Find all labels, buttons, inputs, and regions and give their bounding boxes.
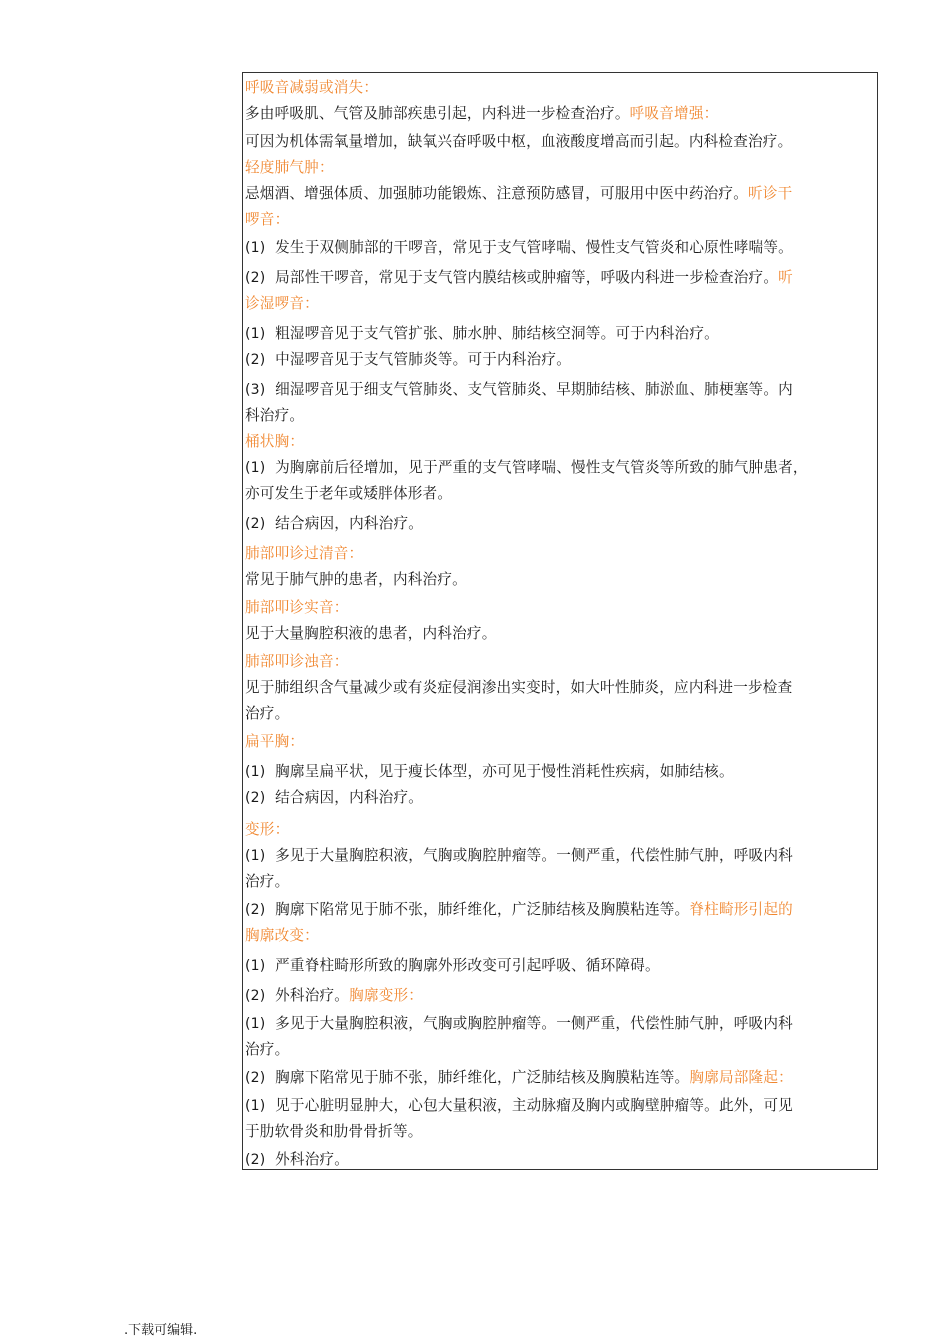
text-line xyxy=(245,1068,793,1088)
list-number: (1) xyxy=(245,764,266,780)
text-line xyxy=(245,788,423,808)
text-span: 为胸廓前后径增加，见于严重的支气管哮喘、慢性支气管炎等所致的肺气肿患者， xyxy=(275,459,808,476)
list-number: (2) xyxy=(245,902,266,918)
text-line: 见于大量胸腔积液的患者，内科治疗。 xyxy=(245,625,497,642)
heading-hyperresonance: 肺部叩诊过清音： xyxy=(245,545,364,562)
text-line xyxy=(245,1014,793,1034)
heading-spinal-deformity: 脊柱畸形引起的 xyxy=(689,901,793,918)
text-line: 治疗。 xyxy=(245,873,290,890)
text-line xyxy=(245,1150,349,1170)
text-line xyxy=(245,846,793,866)
heading-wet-rales-cont: 诊湿啰音： xyxy=(245,295,319,312)
text-line xyxy=(245,900,793,920)
text-line: 于肋软骨炎和肋骨骨折等。 xyxy=(245,1123,423,1140)
list-number: (1) xyxy=(245,326,266,342)
list-number: (2) xyxy=(245,270,266,286)
text-span: 胸廓呈扁平状，见于瘦长体型，亦可见于慢性消耗性疾病，如肺结核。 xyxy=(275,763,734,780)
text-line: 治疗。 xyxy=(245,1041,290,1058)
text-span: 多由呼吸肌、气管及肺部疾患引起，内科进一步检查治疗。 xyxy=(245,105,630,122)
list-number: (1) xyxy=(245,1016,266,1032)
text-span: 忌烟酒、增强体质、加强肺功能锻炼、注意预防感冒，可服用中医中药治疗。 xyxy=(245,185,748,202)
heading-chest-deformity: 胸廓变形： xyxy=(349,987,424,1004)
heading-breath-sound-weak: 呼吸音减弱或消失： xyxy=(245,79,379,96)
list-number: (1) xyxy=(245,1098,266,1114)
heading-dullness: 肺部叩诊浊音： xyxy=(245,653,349,670)
heading-local-bulge: 胸廓局部隆起： xyxy=(689,1069,793,1086)
list-number: (2) xyxy=(245,352,266,368)
text-span: 严重脊柱畸形所致的胸廓外形改变可引起呼吸、循环障碍。 xyxy=(275,957,660,974)
text-line xyxy=(245,184,792,204)
text-line xyxy=(245,104,718,124)
text-span: 多见于大量胸腔积液，气胸或胸腔肿瘤等。一侧严重，代偿性肺气肿，呼吸内科 xyxy=(275,847,793,864)
text-span: 胸廓下陷常见于肺不张，肺纤维化，广泛肺结核及胸膜粘连等。 xyxy=(275,1069,690,1086)
text-span: 外科治疗。 xyxy=(275,987,350,1004)
heading-spinal-deformity-cont: 胸廓改变： xyxy=(245,927,319,944)
list-number: (2) xyxy=(245,1152,266,1168)
list-number: (2) xyxy=(245,988,266,1004)
text-span: 结合病因，内科治疗。 xyxy=(275,789,424,806)
text-span: 粗湿啰音见于支气管扩张、肺水肿、肺结核空洞等。可于内科治疗。 xyxy=(275,325,719,342)
text-line xyxy=(245,762,734,782)
text-line xyxy=(245,268,793,288)
heading-mild-emphysema: 轻度肺气肿： xyxy=(245,159,334,176)
heading-deformity: 变形： xyxy=(245,821,290,838)
list-number: (1) xyxy=(245,958,266,974)
page-footer: .下载可编辑. xyxy=(124,1323,198,1338)
heading-breath-sound-strong: 呼吸音增强： xyxy=(629,105,719,122)
list-number: (1) xyxy=(245,460,266,476)
text-span: 发生于双侧肺部的干啰音，常见于支气管哮喘、慢性支气管炎和心原性哮喘等。 xyxy=(275,239,793,256)
text-span: 外科治疗。 xyxy=(275,1151,350,1168)
text-line xyxy=(245,1096,793,1116)
heading-flatness: 肺部叩诊实音： xyxy=(245,599,349,616)
text-span: 见于心脏明显肿大，心包大量积液，主动脉瘤及胸内或胸壁肿瘤等。此外，可见 xyxy=(275,1097,793,1114)
text-line xyxy=(245,514,423,534)
text-line xyxy=(245,956,660,976)
list-number: (2) xyxy=(245,516,266,532)
text-span: 中湿啰音见于支气管肺炎等。可于内科治疗。 xyxy=(275,351,572,368)
heading-dry-rales-cont: 啰音： xyxy=(245,211,290,228)
text-span: 多见于大量胸腔积液，气胸或胸腔肿瘤等。一侧严重，代偿性肺气肿，呼吸内科 xyxy=(275,1015,793,1032)
text-line xyxy=(245,238,793,258)
text-span: 细湿啰音见于细支气管肺炎、支气管肺炎、早期肺结核、肺淤血、肺梗塞等。内 xyxy=(275,381,793,398)
heading-barrel-chest: 桶状胸： xyxy=(245,433,305,450)
text-line: 治疗。 xyxy=(245,705,290,722)
text-span: 结合病因，内科治疗。 xyxy=(275,515,424,532)
list-number: (1) xyxy=(245,848,266,864)
heading-dry-rales: 听诊干 xyxy=(748,185,793,202)
list-number: (3) xyxy=(245,382,266,398)
text-line xyxy=(245,458,808,478)
text-line xyxy=(245,324,719,344)
list-number: (2) xyxy=(245,1070,266,1086)
text-line: 亦可发生于老年或矮胖体形者。 xyxy=(245,485,453,502)
list-number: (2) xyxy=(245,790,266,806)
text-line xyxy=(245,350,571,370)
text-line: 科治疗。 xyxy=(245,407,305,424)
text-span: 局部性干啰音，常见于支气管内膜结核或肿瘤等，呼吸内科进一步检查治疗。 xyxy=(275,269,779,286)
text-span: 胸廓下陷常见于肺不张，肺纤维化，广泛肺结核及胸膜粘连等。 xyxy=(275,901,690,918)
text-line: 常见于肺气肿的患者，内科治疗。 xyxy=(245,571,467,588)
list-number: (1) xyxy=(245,240,266,256)
heading-wet-rales: 听 xyxy=(778,269,793,286)
text-line: 见于肺组织含气量减少或有炎症侵润渗出实变时，如大叶性肺炎，应内科进一步检查 xyxy=(245,679,793,696)
heading-flat-chest: 扁平胸： xyxy=(245,733,305,750)
text-line xyxy=(245,986,423,1006)
text-line xyxy=(245,380,793,400)
text-line: 可因为机体需氧量增加，缺氧兴奋呼吸中枢，血液酸度增高而引起。内科检查治疗。 xyxy=(245,133,793,150)
